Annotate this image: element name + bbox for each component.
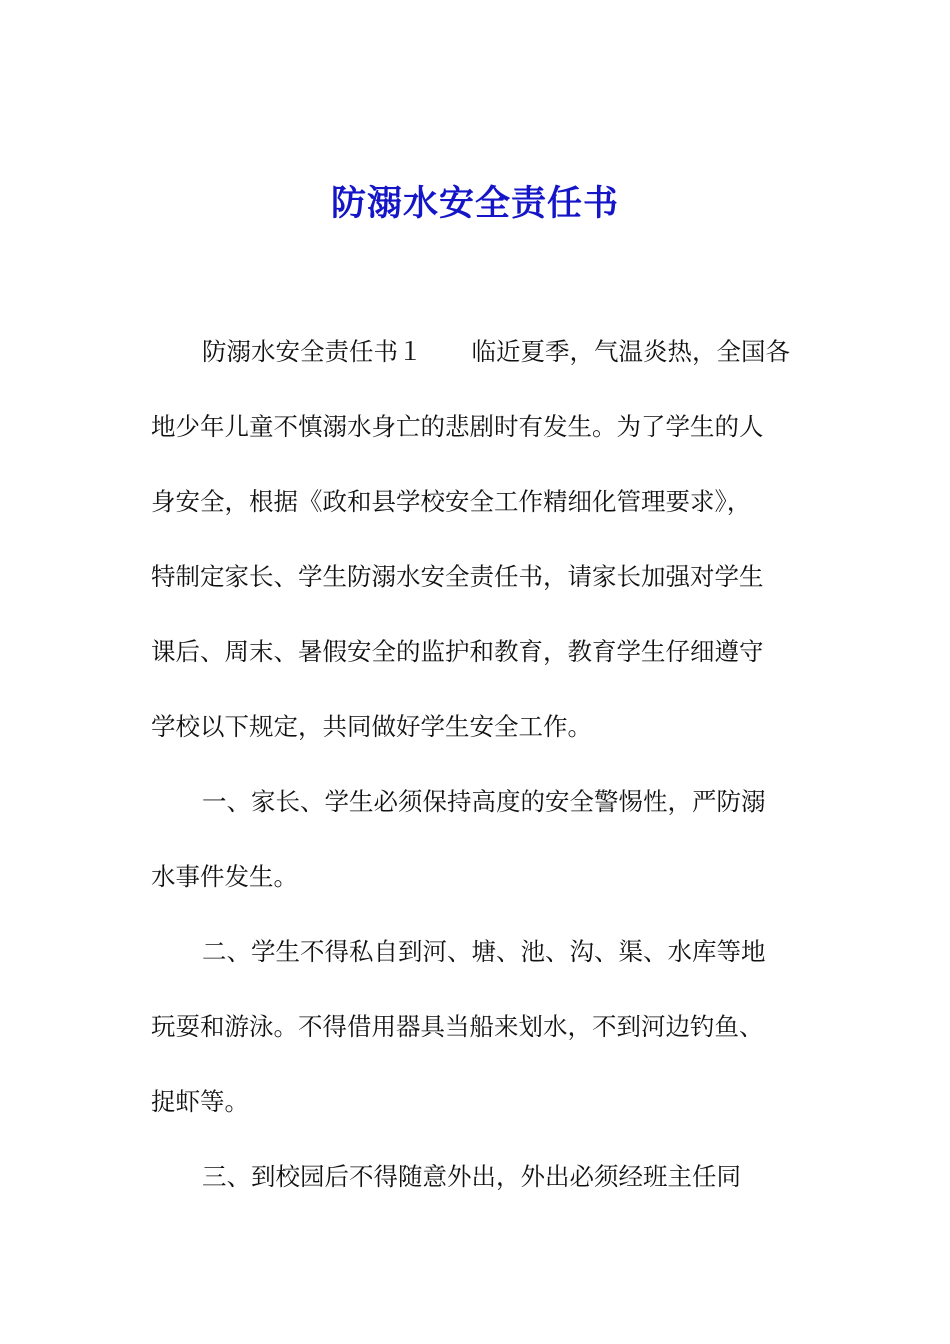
paragraph-line: 特制定家长、学生防溺水安全责任书，请家长加强对学生 bbox=[151, 562, 764, 591]
paragraph-line: 三、到校园后不得随意外出，外出必须经班主任同 bbox=[202, 1162, 741, 1191]
paragraph-line: 地少年儿童不慎溺水身亡的悲剧时有发生。为了学生的人 bbox=[151, 412, 764, 441]
paragraph-line: 水事件发生。 bbox=[151, 862, 298, 891]
paragraph-line: 学校以下规定，共同做好学生安全工作。 bbox=[151, 712, 592, 741]
paragraph-line: 防溺水安全责任书１ 临近夏季，气温炎热，全国各 bbox=[202, 337, 790, 366]
paragraph-line: 课后、周末、暑假安全的监护和教育，教育学生仔细遵守 bbox=[151, 637, 764, 666]
document-body bbox=[151, 314, 806, 1214]
paragraph-line: 一、家长、学生必须保持高度的安全警惕性，严防溺 bbox=[202, 787, 766, 816]
paragraph-line: 捉虾等。 bbox=[151, 1087, 249, 1116]
document-title: 防溺水安全责任书 bbox=[330, 183, 619, 224]
paragraph-line: 二、学生不得私自到河、塘、池、沟、渠、水库等地 bbox=[202, 937, 766, 966]
paragraph-line: 身安全，根据《政和县学校安全工作精细化管理要求》， bbox=[151, 487, 752, 516]
paragraph-line: 玩耍和游泳。不得借用器具当船来划水，不到河边钓鱼、 bbox=[151, 1012, 764, 1041]
